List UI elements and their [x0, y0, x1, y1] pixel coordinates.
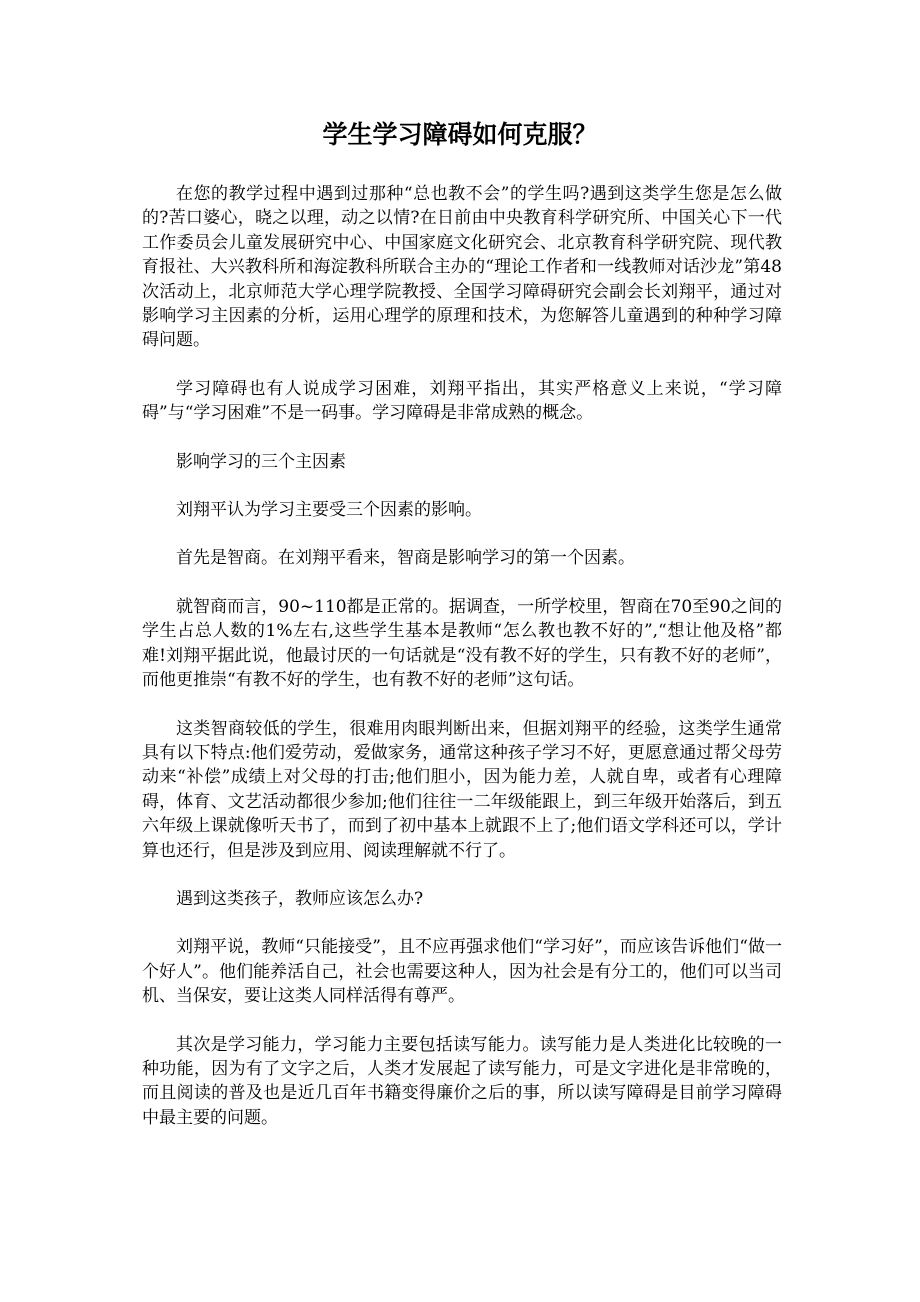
paragraph-question: 遇到这类孩子，教师应该怎么办? [176, 888, 424, 909]
paragraph-iq-range: 就智商而言，90~110都是正常的。据调查，一所学校里，智商在70至90之间的学生占总人数的1%左右,这些学生基本是教师“怎么教也教不好的”,“想让他及格”都难!刘翔平据此说，他最讨厌的一句话就是“没有教不好的学生，只有教不好的老师”，而他更推崇“有教不好的学生，也有教不好的老师”这句话。 [142, 596, 782, 691]
document-body [142, 182, 782, 1154]
paragraph-three-factors: 刘翔平认为学习主要受三个因素的影响。 [176, 500, 482, 521]
paragraph-low-iq-traits: 这类智商较低的学生，很难用肉眼判断出来，但据刘翔平的经验，这类学生通常具有以下特点:他们爱劳动，爱做家务，通常这种孩子学习不好，更愿意通过帮父母劳动来“补偿”成绩上对父母的打击;他们胆小，因为能力差，人就自卑，或者有心理障碍，体育、文艺活动都很少参加;他们往往一二年级能跟上，到三年级开始落后，到五六年级上课就像听天书了，而到了初中基本上就跟不上了;他们语文学科还可以，学计算也还行，但是涉及到应用、阅读理解就不行了。 [142, 718, 782, 861]
section-heading: 影响学习的三个主因素 [176, 451, 346, 472]
paragraph-learning-ability: 其次是学习能力，学习能力主要包括读写能力。读写能力是人类进化比较晚的一种功能，因为有了文字之后，人类才发展起了读写能力，可是文字进化是非常晚的，而且阅读的普及也是近几百年书籍变得廉价之后的事，所以读写障碍是目前学习障碍中最主要的问题。 [142, 1034, 782, 1128]
document-title: 学生学习障碍如何克服？ [322, 120, 598, 149]
paragraph-definition: 学习障碍也有人说成学习困难，刘翔平指出，其实严格意义上来说，“学习障碍”与“学习困难”不是一码事。学习障碍是非常成熟的概念。 [142, 378, 782, 424]
paragraph-intro: 在您的教学过程中遇到过那种“总也教不会”的学生吗?遇到这类学生您是怎么做的?苦口婆心，晓之以理，动之以情?在日前由中央教育科学研究所、中国关心下一代工作委员会儿童发展研究中心、中国家庭文化研究会、北京教育科学研究院、现代教育报社、大兴教科所和海淀教科所联合主办的“理论工作者和一线教师对话沙龙”第48次活动上，北京师范大学心理学院教授、全国学习障碍研究会副会长刘翔平，通过对影响学习主因素的分析，运用心理学的原理和技术，为您解答儿童遇到的种种学习障碍问题。 [142, 184, 782, 351]
paragraph-teacher-advice: 刘翔平说，教师“只能接受”，且不应再强求他们“学习好”，而应该告诉他们“做一个好人”。他们能养活自己，社会也需要这种人，因为社会是有分工的，他们可以当司机、当保安，要让这类人同样活得有尊严。 [142, 937, 782, 1007]
paragraph-iq-first: 首先是智商。在刘翔平看来，智商是影响学习的第一个因素。 [176, 548, 635, 569]
